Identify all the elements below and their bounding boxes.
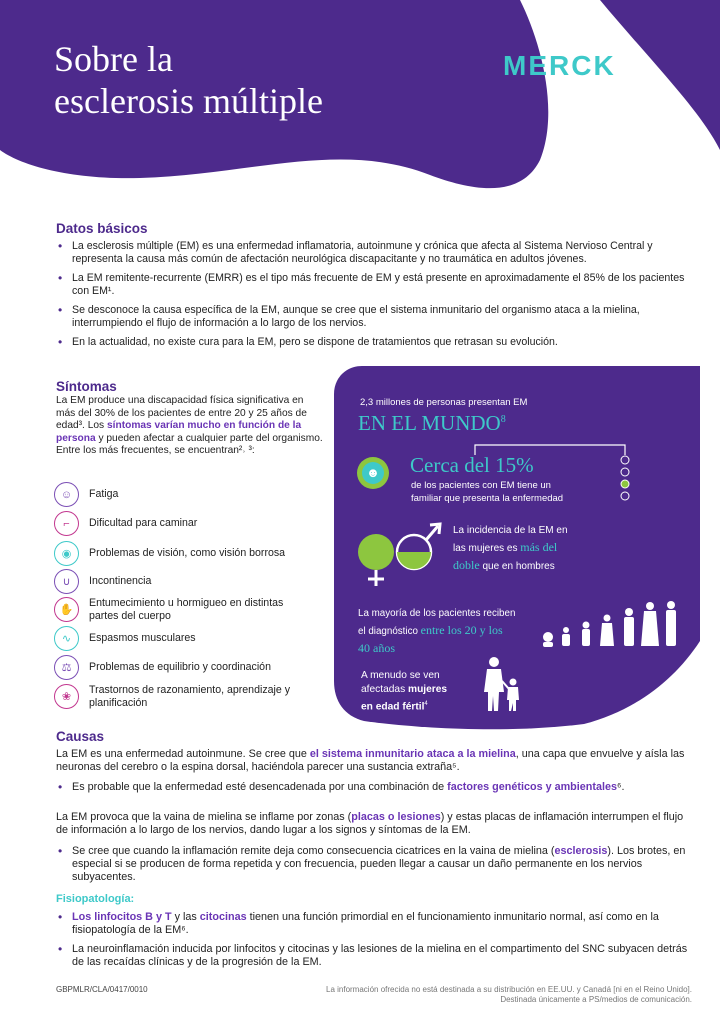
symptom-caminar: ⌐ Dificultad para caminar	[54, 511, 309, 536]
footer-note: La información ofrecida no está destinada a su distribución en EE.UU. y Canadá [ni en el Reino Unido]. Destinada únicamente a PS/medios de comunicación.	[326, 985, 692, 1004]
symptom-entumecimiento: ✋ Entumecimiento u hormigueo en distintas partes del cuerpo	[54, 597, 309, 622]
datos-list	[58, 240, 694, 355]
fisio-title: Fisiopatología:	[56, 893, 135, 905]
causas-p2: La EM provoca que la vaina de mielina se inflame por zonas (placas o lesiones) y estas placas de inflamación interrumpen el flujo de información a lo largo de los nervios, dando lugar a los signos y síntomas de la EM.	[56, 811, 684, 836]
gender-icon	[354, 522, 446, 590]
symptom-vision: ◉ Problemas de visión, como visión borrosa	[54, 541, 309, 566]
sintomas-title: Síntomas	[56, 379, 117, 394]
list-item: • Se desconoce la causa específica de la EM, aunque se cree que el sistema inmunitario del organismo ataca a la mielina, interrumpiendo el flujo de información a lo largo de los nervios.	[58, 304, 694, 330]
symptom-equilibrio: ⚖ Problemas de equilibrio y coordinación	[54, 655, 309, 680]
mother-child-icon	[480, 656, 524, 712]
list-item: • La neuroinflamación inducida por linfocitos y citocinas y las lesiones de la mielina en el compartimento del SNC subyacen detrás de las recaídas clínicas y de la progresión de la EM.	[58, 943, 696, 969]
symptom-incontinencia: ∪ Incontinencia	[54, 569, 309, 594]
fatigue-icon: ☺	[54, 482, 79, 507]
fisio-list	[58, 911, 696, 975]
age-people-icon	[540, 600, 685, 650]
merck-logo: MERCK	[503, 50, 616, 81]
footer-code: GBPMLR/CLA/0417/0010	[56, 985, 148, 994]
leg-icon: ⌐	[54, 511, 79, 536]
list-item: • La esclerosis múltiple (EM) es una enfermedad inflamatoria, autoinmune y crónica que afecta al Sistema Nervioso Central y representa la causa más común de afectación neurológica discapacitante y no traumática en adultos jóvenes.	[58, 240, 694, 266]
stat-family-big: Cerca del 15%	[410, 453, 534, 477]
list-item: • Los linfocitos B y T y las citocinas tienen una función primordial en el funcionamiento inmunitario normal, así como en la fisiopatología de la EM⁶.	[58, 911, 696, 937]
symptom-fatiga: ☺ Fatiga	[54, 482, 309, 507]
stat-fertile: A menudo se ven afectadas mujeres en edad fértil$^4$	[361, 670, 448, 713]
sintomas-intro: La EM produce una discapacidad física significativa en más del 30% de los pacientes de entre 20 y 25 años de edad³. Los síntomas varían mucho en función de la persona y pueden afectar a cualquier parte del organismo. Entre los más frecuentes, se encuentran²˒ ³:	[56, 395, 323, 456]
list-item: • Es probable que la enfermedad esté desencadenada por una combinación de factores genéticos y ambientales⁶.	[58, 781, 696, 794]
stat-family-small: de los pacientes con EM tiene un familiar que presenta la enfermedad	[411, 480, 564, 504]
list-item: • Se cree que cuando la inflamación remite deja como consecuencia cicatrices en la vaina de mielina (esclerosis). Los brotes, en especial si se producen de forma repetida y con frecuencia, pueden llegar a causar un daño permanente en los nervios subyacentes.	[58, 845, 696, 884]
symptom-espasmos: ∿ Espasmos musculares	[54, 626, 309, 651]
eye-icon: ◉	[54, 541, 79, 566]
muscle-icon: ∿	[54, 626, 79, 651]
causas-title: Causas	[56, 729, 105, 744]
bladder-icon: ∪	[54, 569, 79, 594]
page-title: Sobre la esclerosis múltiple	[54, 39, 323, 121]
balance-icon: ⚖	[54, 655, 79, 680]
stat-world-small: 2,3 millones de personas presentan EM	[360, 397, 528, 408]
brain-icon: ❀	[54, 684, 79, 709]
causas-p1: La EM es una enfermedad autoinmune. Se cree que el sistema inmunitario ataca a la mielina, una capa que envuelve y aísla las neuronas del cerebro o la espina dorsal, haciéndola parecer una sustancia extraña⁵.	[56, 748, 685, 773]
list-item: • En la actualidad, no existe cura para la EM, pero se dispone de tratamientos que retrasan su evolución.	[58, 336, 694, 349]
causas-list-2	[58, 845, 696, 890]
stat-incidence: La incidencia de la EM en las mujeres es más del doble que en hombres	[453, 525, 568, 572]
causas-list-1	[58, 781, 696, 800]
hand-icon: ✋	[54, 597, 79, 622]
stat-world-big: EN EL MUNDO$^8$	[358, 411, 506, 435]
list-item: • La EM remitente-recurrente (EMRR) es el tipo más frecuente de EM y está presente en aproximadamente el 85% de los pacientes con EM¹.	[58, 272, 694, 298]
family-icon: ☻	[357, 457, 389, 489]
datos-title: Datos básicos	[56, 221, 148, 236]
symptom-razonamiento: ❀ Trastornos de razonamiento, aprendizaje y planificación	[54, 684, 309, 709]
stat-age: La mayoría de los pacientes reciben el diagnóstico entre los 20 y los 40 años	[358, 608, 516, 655]
